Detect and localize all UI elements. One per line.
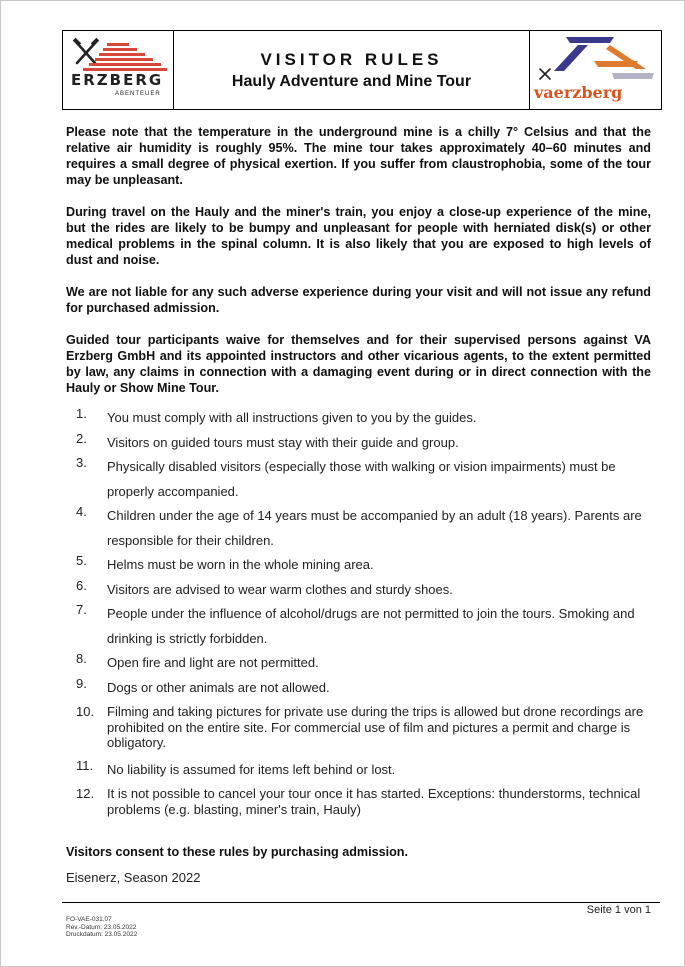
- rule-number: 8.: [76, 651, 87, 666]
- list-item: [66, 676, 651, 701]
- intro-paragraph: We are not liable for any such adverse experience during your visit and will not issue any refund for purchased admission.: [66, 285, 651, 315]
- header-title-block: [174, 31, 529, 109]
- list-item: [66, 504, 651, 553]
- rule-text: People under the influence of alcohol/drugs are not permitted to join the tours. Smoking and drinking is strictly forbidden.: [107, 606, 635, 646]
- rule-text: Visitors on guided tours must stay with their guide and group.: [107, 434, 459, 450]
- rule-number: 9.: [76, 675, 87, 691]
- list-item: [66, 455, 651, 504]
- rule-number: 7.: [76, 602, 87, 617]
- page-title: VISITOR RULES: [260, 49, 443, 69]
- rule-text: Physically disabled visitors (especially those with walking or vision impairments) must be properly accompanied.: [107, 459, 616, 499]
- vaerzberg-logo-icon: [536, 35, 656, 83]
- erzberg-logo: [63, 31, 174, 109]
- page-subtitle: Hauly Adventure and Mine Tour: [231, 72, 472, 90]
- revision-date: Rev.-Datum: 23.05.2022: [66, 923, 137, 931]
- rule-number: 4.: [76, 504, 87, 519]
- rule-text: No liability is assumed for items left behind or lost.: [107, 761, 396, 777]
- print-date: Druckdatum: 23.05.2022: [66, 931, 138, 938]
- vaerzberg-logo: [529, 31, 661, 109]
- rule-number: 5.: [76, 553, 87, 568]
- document-header: [62, 30, 662, 110]
- intro-section: [66, 124, 651, 412]
- erzberg-logo-subtext: ABENTEUER: [115, 91, 161, 97]
- rule-text: It is not possible to cancel your tour once it has started. Exceptions: thunderstorms, technical problems (e.g. blasting, miner's train, Hauly): [107, 786, 641, 817]
- page-number: Seite 1 von 1: [586, 904, 651, 916]
- rule-text: Dogs or other animals are not allowed.: [107, 679, 330, 695]
- rule-text: Filming and taking pictures for private use during the trips is allowed but drone recordings are prohibited on the entire site. For commercial use of film and pictures a permit and charge is obligatory.: [107, 704, 644, 750]
- rule-number: 3.: [76, 455, 87, 470]
- list-item: [66, 758, 651, 783]
- rule-number: 12.: [76, 786, 95, 801]
- rule-text: Open fire and light are not permitted.: [107, 655, 319, 670]
- list-item: [66, 406, 651, 431]
- rule-text: Helms must be worn in the whole mining area.: [107, 557, 374, 572]
- document-meta: [66, 916, 137, 939]
- rule-number: 6.: [76, 577, 87, 593]
- erzberg-logo-text: ERZBERG: [71, 71, 164, 89]
- rule-text: Children under the age of 14 years must be accompanied by an adult (18 years). Parents are responsible for their children.: [107, 508, 642, 548]
- rule-number: 1.: [76, 406, 87, 421]
- footer-divider: [62, 902, 660, 903]
- doc-code: FO-VAE-031.07: [66, 916, 112, 923]
- list-item: [66, 602, 651, 651]
- list-item: [66, 782, 651, 824]
- list-item: [66, 553, 651, 578]
- intro-paragraph: Guided tour participants waive for themselves and for their supervised persons against VA Erzberg GmbH and its appointed instructors and other vicarious agents, to the extent permitted by law, any claims in connection with a damaging event during or in direct connection with the Hauly or Show Mine Tour.: [66, 333, 651, 395]
- season-line: Eisenerz, Season 2022: [66, 870, 201, 885]
- list-item: [66, 651, 651, 676]
- rule-number: 2.: [76, 430, 87, 446]
- vaerzberg-logo-text: vaerzberg: [534, 83, 623, 102]
- list-item: [66, 700, 651, 758]
- consent-statement: Visitors consent to these rules by purchasing admission.: [66, 845, 408, 859]
- rule-number: 11.: [76, 757, 94, 773]
- list-item: [66, 431, 651, 456]
- intro-paragraph: Please note that the temperature in the underground mine is a chilly 7° Celsius and that the relative air humidity is roughly 95%. The mine tour takes approximately 40–60 minutes and requires a small degree of physical exertion. If you suffer from claustrophobia, some of the tour may be unpleasant.: [66, 125, 651, 187]
- list-item: [66, 578, 651, 603]
- rule-number: 10.: [76, 704, 95, 719]
- rule-text: You must comply with all instructions given to you by the guides.: [107, 410, 477, 425]
- rules-list: [66, 406, 651, 824]
- rule-text: Visitors are advised to wear warm clothes and sturdy shoes.: [107, 581, 453, 597]
- intro-paragraph: During travel on the Hauly and the miner's train, you enjoy a close-up experience of the mine, but the rides are likely to be bumpy and unpleasant for people with herniated disk(s) or other medical problems in the spinal column. It is also likely that you are exposed to high levels of dust and noise.: [66, 205, 651, 267]
